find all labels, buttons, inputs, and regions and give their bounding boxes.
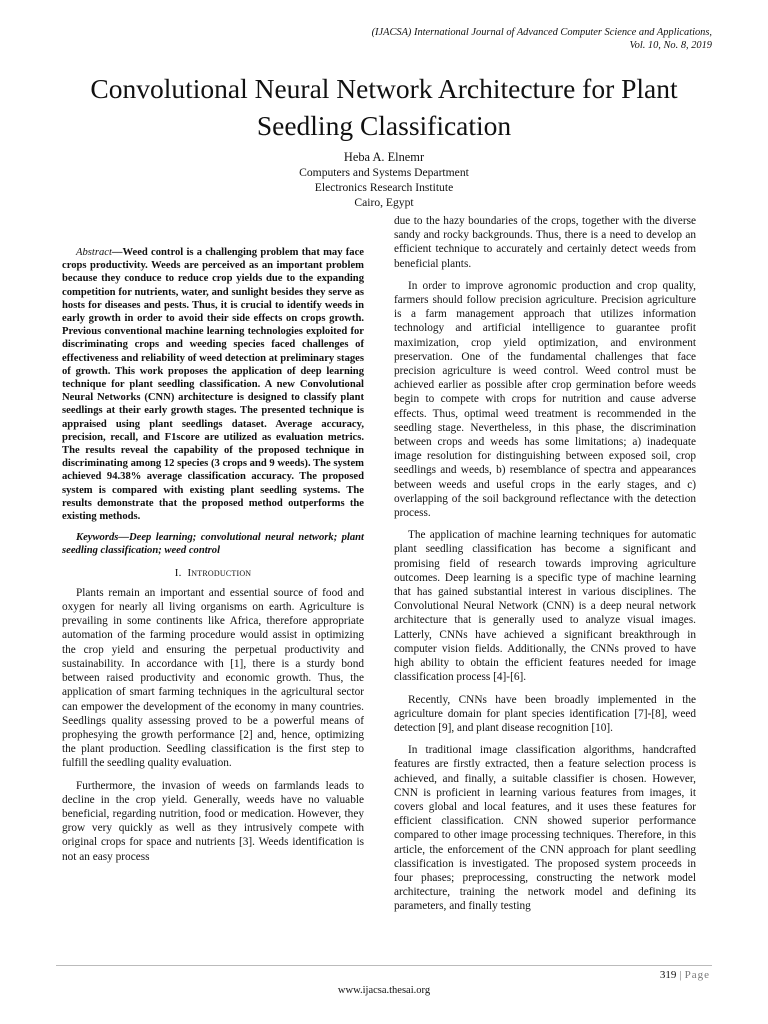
abstract-lead: Abstract — [76, 247, 112, 258]
page-number-value: 319 — [659, 969, 677, 981]
page-number-separator: | — [679, 969, 682, 981]
abstract-text: —Weed control is a challenging problem that may face crops productivity. Weeds are perceived as an important problem because they conduce to reduce crop yields due to the expanding competition for nutrients, water, and sunlight besides they serve as hosts for diseases and pests. Thus, it is crucial to identify weeds in early growth in order to avoid their side effects on crops growth. Previous conventional machine learning technologies exploited for discriminating crops and weeding species faced challenges of effectiveness and reliability of weed detection at preliminary stages of growth. This work proposes the application of deep learning technique for plant seedling classification. A new Convolutional Neural Networks (CNN) architecture is designed to classify plant seedlings at their early growth stages. The presented technique is appraised using plant seedlings dataset. Average accuracy, precision, recall, and F1score are utilized as evaluation metrics. The results reveal the capability of the proposed technique in discriminating among 12 species (3 crops and 9 weeds). The system achieved 94.38% average classification accuracy. The proposed system is compared with existing plant seedling systems. The results demonstrate that the proposed method outperforms the existing methods. — [62, 247, 364, 523]
section-title: Introduction — [187, 566, 252, 579]
author-name: Heba A. Elnemr — [343, 150, 425, 164]
journal-name: (IJACSA) International Journal of Advanced Computer Science and Applications, — [371, 27, 712, 38]
paper-title-line-2: Seedling Classification — [256, 110, 512, 141]
section-number: I. — [174, 566, 182, 579]
journal-header — [372, 26, 712, 52]
paper-title-line-1: Convolutional Neural Network Architecture for Plant — [90, 73, 678, 104]
page-number-word: Page — [684, 969, 710, 981]
author-institute: Electronics Research Institute — [314, 181, 454, 194]
paragraph: The application of machine learning techniques for automatic plant seedling classification has become a significant and promising field of research towards improving agriculture outcomes. Deep learning is a specific type of machine learning that has gained substantial interest in various disciplines. The Convolutional Neural Network (CNN) is a deep neural network architecture that is generally used to analyze visual images. Latterly, CNNs have achieved a significant breakthrough in computer vision fields. Additionally, the CNNs proved to have high ability to obtain the efficient features needed for image classification process [4]-[6]. — [394, 529, 696, 684]
section-heading-introduction — [62, 566, 364, 580]
journal-volume: Vol. 10, No. 8, 2019 — [629, 40, 712, 51]
paragraph: In traditional image classification algorithms, handcrafted features are firstly extracted, then a feature selection process is achieved, and finally, a suitable classifier is chosen. However, CNN is proficient in learning various features from images, it covers global and local features, and it uses these features for efficient classification. CNN showed superior performance compared to other image processing techniques. Therefore, in this article, the enforcement of the CNN approach for plant seedling classification is investigated. The proposed system proceeds in four phases; preprocessing, constructing the network model architecture, training the network model and defining its parameters, and finally testing — [394, 744, 696, 913]
author-block — [40, 150, 728, 210]
left-column — [62, 246, 364, 872]
right-column — [394, 214, 696, 922]
paper-title — [40, 70, 728, 144]
paragraph: Plants remain an important and essential source of food and oxygen for nearly all living organisms on earth. Agriculture is prevailing in some continents like Africa, therefore appropriate automation of the farming procedure would assist in optimizing the crop yield and ensuring the perpetual productivity and sustainability. In accordance with [1], there is a sturdy bond between raised productivity and economic growth. Thus, the application of smart farming techniques in the agricultural sector can empower the development of the economy in many countries. Seedlings quality assessing proved to be a powerful means of prophesying the growth performance [2] and, hence, optimizing the plant production. Seedling classification is the first step to fulfill the seedling quality evaluation. — [62, 586, 364, 770]
keywords: Keywords—Deep learning; convolutional neural network; plant seedling classification; weed control — [62, 532, 364, 557]
author-city: Cairo, Egypt — [354, 196, 414, 209]
abstract — [62, 246, 364, 523]
footer-url[interactable]: www.ijacsa.thesai.org — [337, 985, 431, 996]
footer-divider — [56, 965, 712, 966]
page-number — [660, 969, 710, 981]
author-department: Computers and Systems Department — [299, 166, 469, 179]
paragraph: Furthermore, the invasion of weeds on farmlands leads to decline in the crop yield. Generally, weeds have no valuable beneficial, regarding nutrition, food or medication. However, they grow very quickly as well as they intrusively compete with original crops for space and nutrients [3]. Weeds identification is not an easy process — [62, 779, 364, 863]
paragraph: Recently, CNNs have been broadly implemented in the agriculture domain for plant species identification [7]-[8], weed detection [9], and plant disease recognition [10]. — [394, 693, 696, 734]
paragraph: due to the hazy boundaries of the crops, together with the diverse sandy and rocky backgrounds. Thus, there is a need to develop an efficient technique to accurately and certainly detect weeds from beneficial plants. — [394, 215, 696, 270]
paragraph: In order to improve agronomic production and crop quality, farmers should follow precision agriculture. Precision agriculture is a farm management approach that utilizes information technology and artificial intelligence to guarantee profit maximization, crop yield optimization, and environment preservation. One of the fundamental challenges that face precision agriculture is weed control. Weed control must be achieved earlier as possible after crop germination before weeds begin to compete with crops for nutrition and cause adverse effects. Thus, optimal weed treatment is recommended in the seedling stage. Nevertheless, in this phase, the discrimination between crops and weeds has some limitations; a) inadequate image resolution for distinguishing between exposed soil, crop seedlings and weeds, b) resemblance of spectra and appearances between weeds and useful crops in the early stages, and c) overlapping of the soil background reflectance with the detection process. — [394, 279, 696, 520]
